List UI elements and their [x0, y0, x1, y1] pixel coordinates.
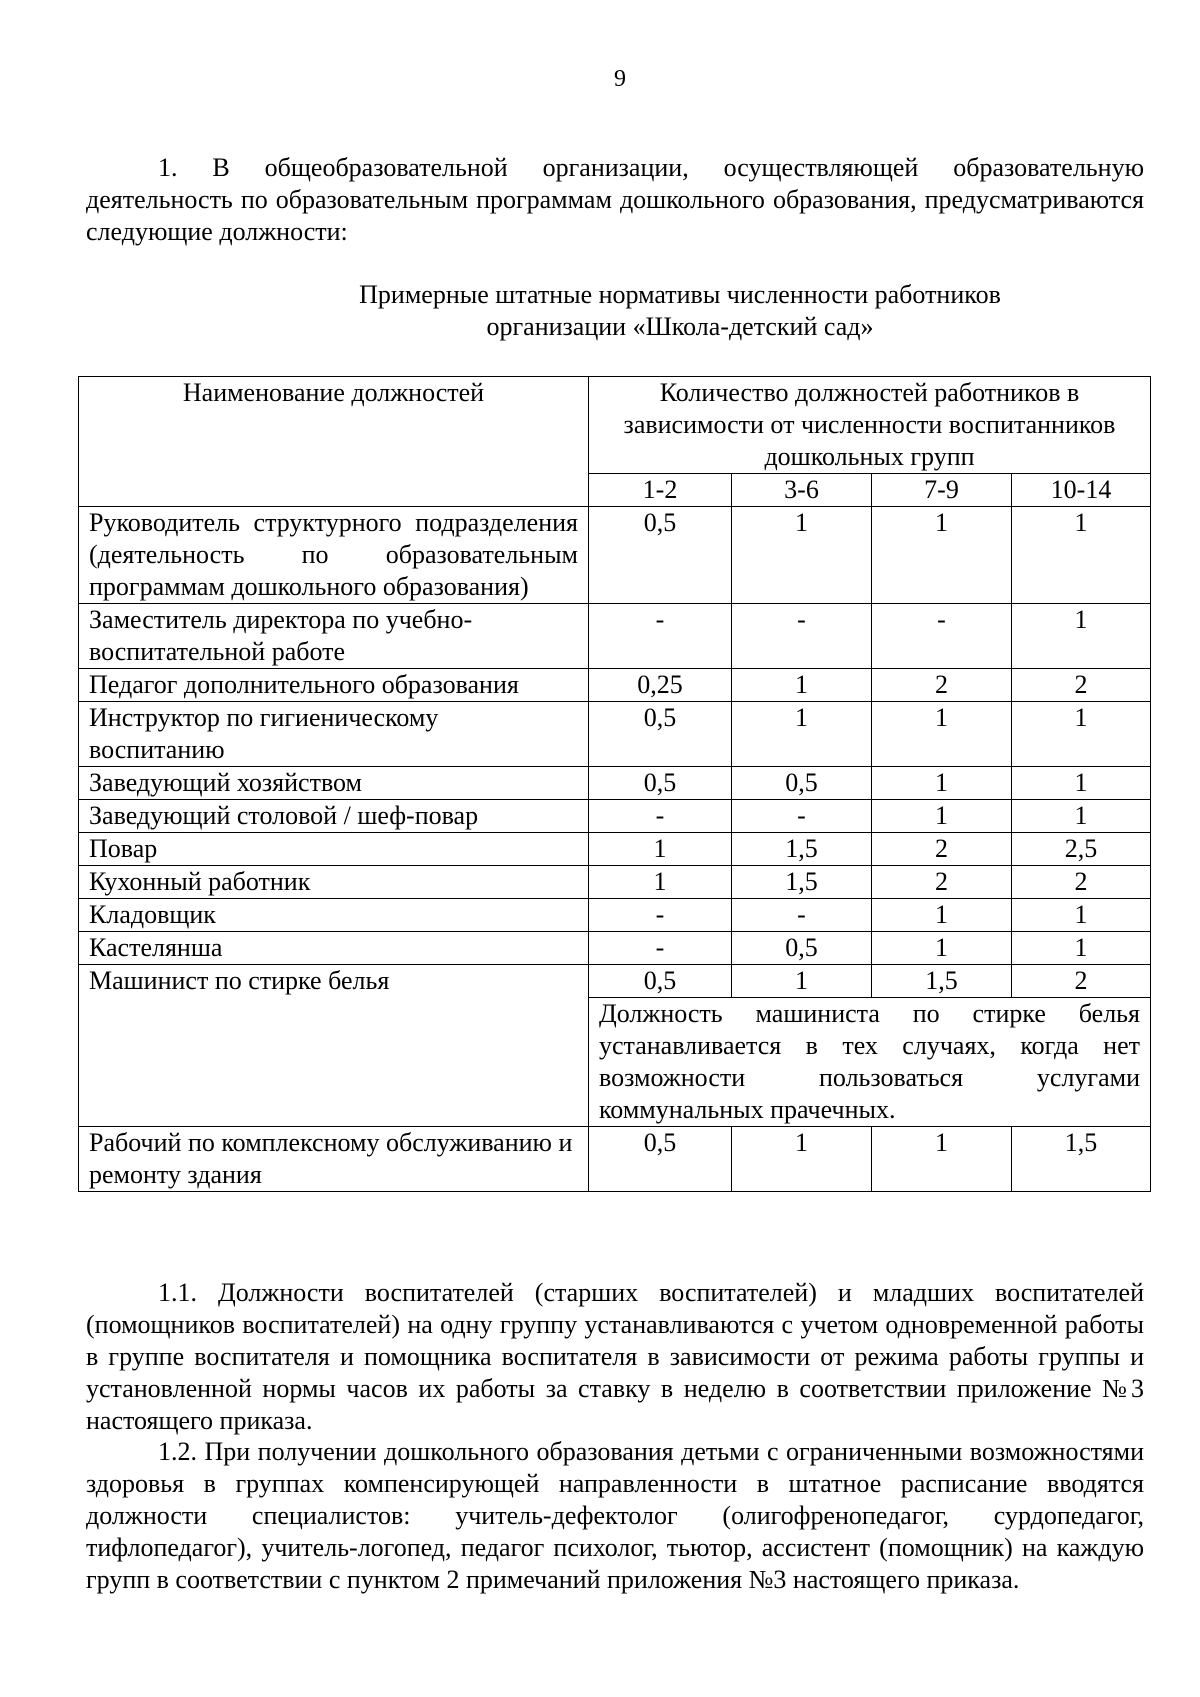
- table-row: [79, 604, 1151, 669]
- position-name: Повар: [79, 833, 589, 866]
- position-value: 1: [732, 702, 872, 767]
- position-value: 2: [872, 866, 1012, 899]
- position-name: Руководитель структурного подразделения (деятельность по образовательным программам дошкольного образования): [79, 507, 589, 604]
- position-value: -: [589, 604, 732, 669]
- caption-line-1: Примерные штатные нормативы численности работников: [359, 280, 1001, 309]
- header-position-name: Наименование должностей: [79, 377, 589, 507]
- position-value: 1: [1012, 702, 1151, 767]
- paragraph-1-2: 1.2. При получении дошкольного образования детьми с ограниченными возможностями здоровья в группах компенсирующей направленности в штатное расписание вводятся должности специалистов: учитель-дефектолог (олигофренопедагог, сурдопедагог, тифлопедагог), учитель-логопед, педагог психолог, тьютор, ассистент (помощник) на каждую групп в соответствии с пунктом 2 примечаний приложения №3 настоящего приказа.: [86, 1437, 1144, 1594]
- position-value: 0,5: [589, 702, 732, 767]
- position-name: Кастелянша: [79, 932, 589, 965]
- position-value: 1: [589, 866, 732, 899]
- position-value: 1: [872, 1127, 1012, 1192]
- position-value: 1: [872, 507, 1012, 604]
- table-row: [79, 932, 1151, 965]
- staff-table: [78, 376, 1151, 1192]
- table-row: [79, 1127, 1151, 1192]
- position-value: 2: [1012, 669, 1151, 702]
- position-value: -: [589, 932, 732, 965]
- table-header-row: [79, 377, 1151, 474]
- table-row: [79, 965, 1151, 998]
- position-value: -: [589, 800, 732, 833]
- table-row: [79, 866, 1151, 899]
- table-row: [79, 702, 1151, 767]
- position-value: 1: [732, 669, 872, 702]
- table-row: [79, 669, 1151, 702]
- position-name: Заместитель директора по учебно-воспитательной работе: [79, 604, 589, 669]
- position-value: 0,5: [732, 767, 872, 800]
- position-value: 2: [872, 833, 1012, 866]
- position-name: Рабочий по комплексному обслуживанию и ремонту здания: [79, 1127, 589, 1192]
- position-value: 0,5: [589, 507, 732, 604]
- position-value: 1: [1012, 604, 1151, 669]
- position-value: 1: [1012, 932, 1151, 965]
- position-name: Заведующий столовой / шеф-повар: [79, 800, 589, 833]
- position-value: -: [732, 604, 872, 669]
- table-row: [79, 767, 1151, 800]
- group-header: 7-9: [872, 474, 1012, 507]
- position-value: 2: [1012, 866, 1151, 899]
- position-value: 0,25: [589, 669, 732, 702]
- position-name: Инструктор по гигиеническому воспитанию: [79, 702, 589, 767]
- position-name: Кухонный работник: [79, 866, 589, 899]
- intro-paragraph: 1. В общеобразовательной организации, осуществляющей образовательную деятельность по образовательным программам дошкольного образования, предусматриваются следующие должности:: [86, 153, 1144, 246]
- header-position-count: Количество должностей работников в зависимости от численности воспитанников дошкольных групп: [589, 377, 1151, 474]
- position-value: 1,5: [872, 965, 1012, 998]
- position-value: 1,5: [732, 833, 872, 866]
- position-value: 1,5: [1012, 1127, 1151, 1192]
- position-value: 2,5: [1012, 833, 1151, 866]
- position-name: Кладовщик: [79, 899, 589, 932]
- position-value: 1: [732, 965, 872, 998]
- position-name: Заведующий хозяйством: [79, 767, 589, 800]
- position-value: -: [732, 800, 872, 833]
- position-value: -: [872, 604, 1012, 669]
- group-header: 3-6: [732, 474, 872, 507]
- position-value: 0,5: [589, 1127, 732, 1192]
- table-row: [79, 800, 1151, 833]
- position-name: Машинист по стирке белья: [79, 965, 589, 1127]
- group-header: 1-2: [589, 474, 732, 507]
- position-value: 2: [1012, 965, 1151, 998]
- position-value: -: [732, 899, 872, 932]
- position-value: 1: [872, 800, 1012, 833]
- position-value: 2: [872, 669, 1012, 702]
- table-row: [79, 833, 1151, 866]
- position-value: 1: [1012, 800, 1151, 833]
- position-value: 0,5: [589, 965, 732, 998]
- group-header: 10-14: [1012, 474, 1151, 507]
- table-row: [79, 507, 1151, 604]
- laundry-note: Должность машиниста по стирке белья устанавливается в тех случаях, когда нет возможности пользоваться услугами коммунальных прачечных.: [589, 998, 1151, 1127]
- paragraph-1-1: 1.1. Должности воспитателей (старших воспитателей) и младших воспитателей (помощников воспитателей) на одну группу устанавливаются с учетом одновременной работы в группе воспитателя и помощника воспитателя в зависимости от режима работы группы и установленной нормы часов их работы за ставку в неделю в соответствии приложение №3 настоящего приказа.: [86, 1278, 1144, 1435]
- table-row: [79, 899, 1151, 932]
- caption-line-2: организации «Школа-детский сад»: [486, 312, 874, 341]
- position-value: -: [589, 899, 732, 932]
- position-value: 1: [872, 702, 1012, 767]
- position-value: 1: [1012, 899, 1151, 932]
- position-value: 1: [872, 932, 1012, 965]
- position-value: 0,5: [732, 932, 872, 965]
- position-value: 1: [732, 507, 872, 604]
- position-value: 0,5: [589, 767, 732, 800]
- position-value: 1,5: [732, 866, 872, 899]
- position-value: 1: [732, 1127, 872, 1192]
- position-value: 1: [1012, 767, 1151, 800]
- page-number: 9: [614, 66, 626, 92]
- position-value: 1: [872, 767, 1012, 800]
- position-value: 1: [872, 899, 1012, 932]
- position-value: 1: [589, 833, 732, 866]
- position-name: Педагог дополнительного образования: [79, 669, 589, 702]
- table-caption: [0, 279, 1200, 343]
- position-value: 1: [1012, 507, 1151, 604]
